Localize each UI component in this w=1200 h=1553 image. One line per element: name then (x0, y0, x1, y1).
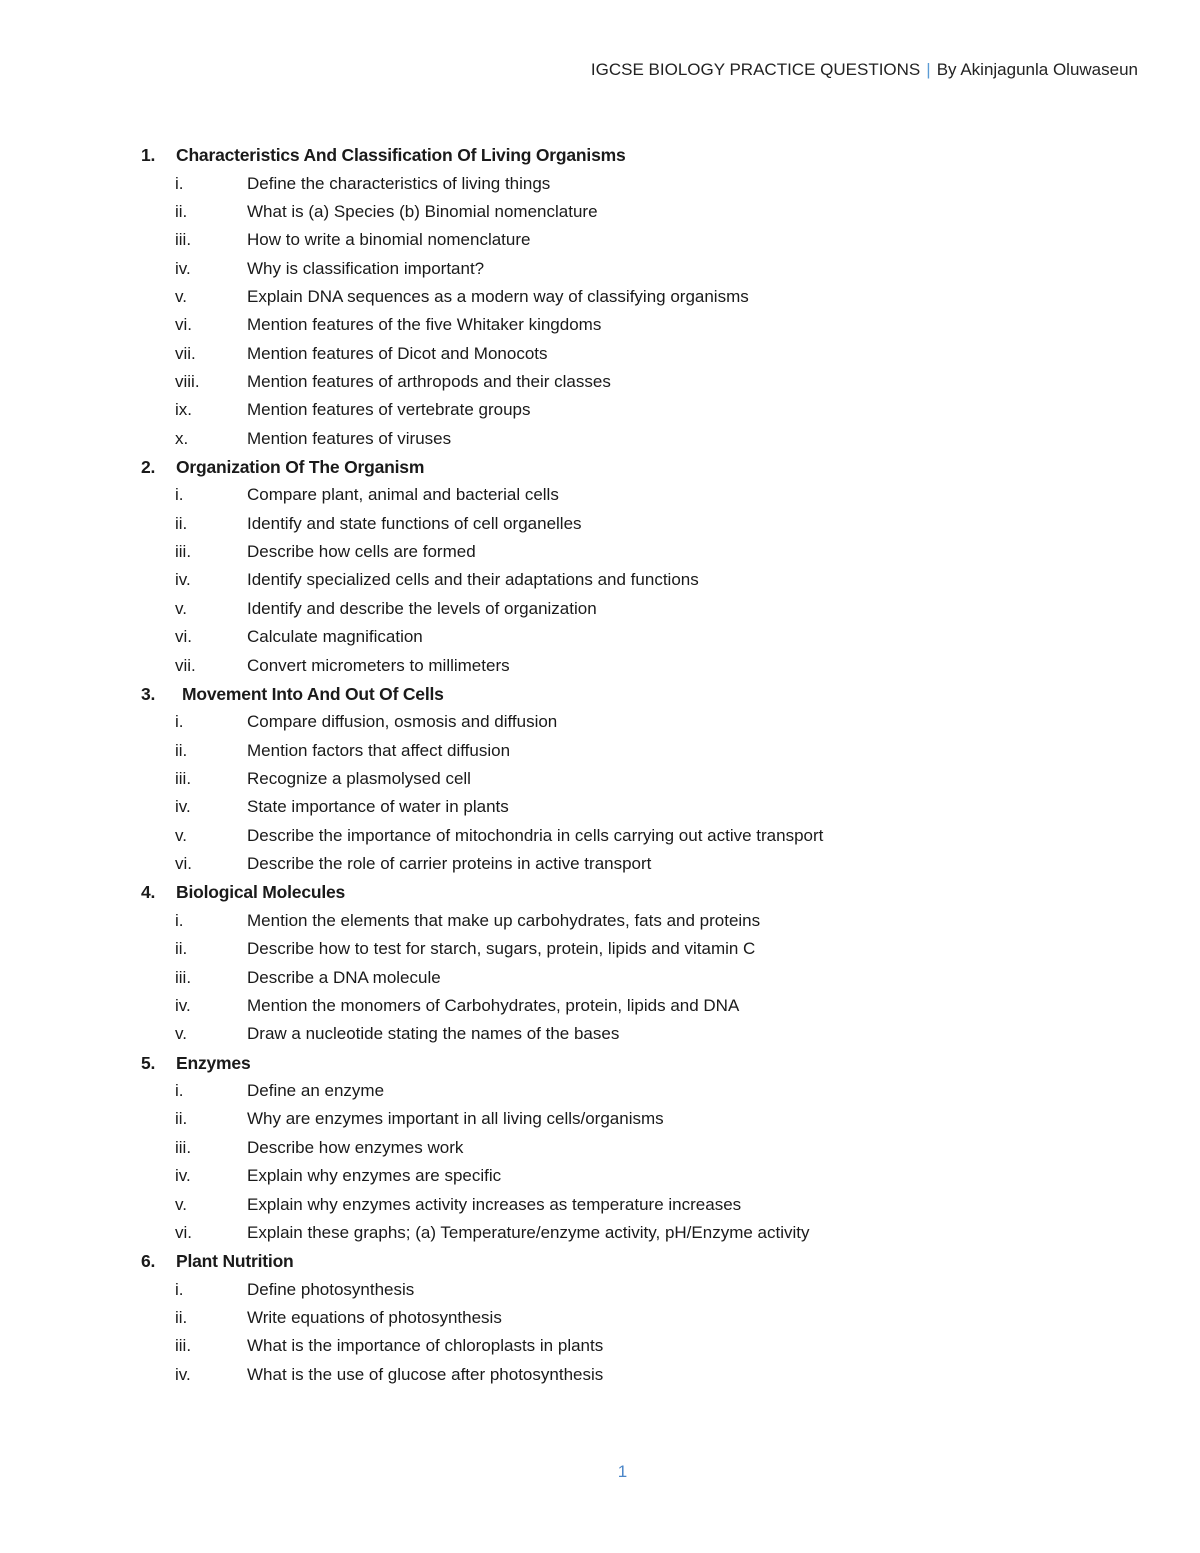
section-number: 4. (141, 882, 156, 903)
list-item (0, 510, 1200, 538)
header-author: By Akinjagunla Oluwaseun (936, 60, 1138, 79)
section-5 (0, 1049, 1200, 1248)
item-number: v. (175, 1194, 187, 1214)
item-text: Mention features of Dicot and Monocots (247, 343, 548, 363)
item-number: v. (175, 286, 187, 306)
list-item (0, 566, 1200, 594)
item-number: v. (175, 598, 187, 618)
section-number: 2. (141, 456, 156, 477)
item-text: Why are enzymes important in all living cells/organisms (247, 1109, 664, 1129)
item-number: vi. (175, 315, 192, 335)
item-number: i. (175, 712, 184, 732)
section-heading (0, 453, 1200, 482)
item-number: i. (175, 910, 184, 930)
item-number: iv. (175, 258, 191, 278)
list-item (0, 1020, 1200, 1048)
item-text: Define the characteristics of living things (247, 173, 551, 193)
item-text: Describe the importance of mitochondria in cells carrying out active transport (247, 825, 824, 845)
item-number: iii. (175, 542, 192, 562)
list-item (0, 170, 1200, 198)
list-item (0, 595, 1200, 623)
item-text: Identify specialized cells and their adaptations and functions (247, 570, 699, 590)
section-title: Characteristics And Classification Of Living Organisms (176, 145, 626, 165)
list-item (0, 964, 1200, 992)
item-text: Describe a DNA molecule (247, 967, 441, 987)
item-text: Mention features of the five Whitaker kingdoms (247, 315, 602, 335)
list-item (0, 340, 1200, 368)
item-number: vi. (175, 627, 192, 647)
item-number: vi. (175, 1222, 192, 1242)
item-number: i. (175, 1279, 184, 1299)
item-text: Explain why enzymes activity increases as temperature increases (247, 1194, 742, 1214)
list-item (0, 226, 1200, 254)
item-text: Mention factors that affect diffusion (247, 740, 511, 760)
item-text: Draw a nucleotide stating the names of the bases (247, 1024, 620, 1044)
item-text: State importance of water in plants (247, 797, 509, 817)
section-number: 6. (141, 1251, 156, 1272)
item-number: vii. (175, 343, 196, 363)
list-item (0, 737, 1200, 765)
item-text: Mention features of vertebrate groups (247, 400, 531, 420)
list-item (0, 1105, 1200, 1133)
list-item (0, 1134, 1200, 1162)
section-heading (0, 141, 1200, 170)
list-item (0, 1219, 1200, 1247)
item-text: What is (a) Species (b) Binomial nomenclature (247, 201, 598, 221)
item-text: Describe how to test for starch, sugars, protein, lipids and vitamin C (247, 939, 756, 959)
item-text: Mention features of viruses (247, 428, 452, 448)
list-item (0, 623, 1200, 651)
list-item (0, 538, 1200, 566)
item-number: ii. (175, 939, 188, 959)
item-text: What is the importance of chloroplasts in plants (247, 1336, 604, 1356)
section-1 (0, 141, 1200, 453)
list-item (0, 198, 1200, 226)
item-number: iii. (175, 230, 192, 250)
section-title: Organization Of The Organism (176, 456, 425, 477)
list-item (0, 1077, 1200, 1105)
list-item (0, 1191, 1200, 1219)
item-number: iii. (175, 769, 192, 789)
item-text: Mention the monomers of Carbohydrates, protein, lipids and DNA (247, 995, 740, 1015)
list-item (0, 708, 1200, 736)
item-text: Calculate magnification (247, 627, 423, 647)
item-text: What is the use of glucose after photosynthesis (247, 1364, 604, 1384)
item-text: Describe how enzymes work (247, 1137, 464, 1157)
item-number: iv. (175, 797, 191, 817)
item-number: vi. (175, 854, 192, 874)
list-item (0, 481, 1200, 509)
section-heading (0, 878, 1200, 907)
list-item (0, 850, 1200, 878)
item-number: iv. (175, 1166, 191, 1186)
item-text: Explain why enzymes are specific (247, 1166, 502, 1186)
list-item (0, 907, 1200, 935)
item-text: Define photosynthesis (247, 1279, 415, 1299)
item-number: iii. (175, 1336, 192, 1356)
item-text: Compare plant, animal and bacterial cells (247, 485, 559, 505)
list-item (0, 992, 1200, 1020)
item-number: ii. (175, 1308, 188, 1328)
list-item (0, 1276, 1200, 1304)
item-number: vii. (175, 655, 196, 675)
item-number: ii. (175, 1109, 188, 1129)
list-item (0, 793, 1200, 821)
item-text: Describe the role of carrier proteins in active transport (247, 854, 652, 874)
page-header (591, 60, 1138, 80)
list-item (0, 283, 1200, 311)
list-item (0, 1361, 1200, 1389)
item-number: i. (175, 173, 184, 193)
list-item (0, 368, 1200, 396)
item-text: Explain DNA sequences as a modern way of classifying organisms (247, 286, 749, 306)
header-title: IGCSE BIOLOGY PRACTICE QUESTIONS (590, 60, 921, 79)
item-text: Write equations of photosynthesis (247, 1308, 502, 1328)
item-number: iv. (175, 995, 191, 1015)
list-item (0, 765, 1200, 793)
list-item (0, 425, 1200, 453)
section-3 (0, 680, 1200, 879)
item-text: How to write a binomial nomenclature (247, 230, 531, 250)
section-number: 3. (141, 683, 156, 704)
item-number: iii. (175, 1137, 192, 1157)
item-text: Identify and state functions of cell organelles (247, 513, 582, 533)
page-number: 1 (617, 1462, 628, 1481)
item-number: i. (175, 1081, 184, 1101)
list-item (0, 1162, 1200, 1190)
section-heading (0, 680, 1200, 709)
item-number: ii. (175, 513, 188, 533)
item-number: v. (175, 1024, 187, 1044)
list-item (0, 1304, 1200, 1332)
item-text: Identify and describe the levels of organization (247, 598, 597, 618)
section-heading (0, 1049, 1200, 1078)
item-number: iv. (175, 570, 191, 590)
section-title: Movement Into And Out Of Cells (182, 683, 444, 704)
item-text: Why is classification important? (247, 258, 485, 278)
item-text: Convert micrometers to millimeters (247, 655, 510, 675)
item-number: ix. (175, 400, 192, 420)
list-item (0, 822, 1200, 850)
section-title: Plant Nutrition (176, 1251, 294, 1272)
section-title: Enzymes (176, 1052, 251, 1073)
item-number: ii. (175, 740, 188, 760)
section-2 (0, 453, 1200, 680)
item-text: Mention the elements that make up carbohydrates, fats and proteins (247, 910, 761, 930)
question-list (0, 141, 1200, 1389)
item-text: Explain these graphs; (a) Temperature/enzyme activity, pH/Enzyme activity (247, 1222, 810, 1242)
item-number: x. (175, 428, 189, 448)
list-item (0, 935, 1200, 963)
list-item (0, 255, 1200, 283)
item-text: Mention features of arthropods and their classes (247, 371, 611, 391)
section-number: 5. (141, 1052, 156, 1073)
list-item (0, 652, 1200, 680)
list-item (0, 311, 1200, 339)
item-text: Compare diffusion, osmosis and diffusion (247, 712, 558, 732)
item-text: Recognize a plasmolysed cell (247, 769, 471, 789)
section-4 (0, 878, 1200, 1048)
item-text: Describe how cells are formed (247, 542, 476, 562)
item-number: iii. (175, 967, 192, 987)
item-number: iv. (175, 1364, 191, 1384)
header-separator: | (926, 60, 931, 79)
item-number: ii. (175, 201, 188, 221)
item-number: v. (175, 825, 187, 845)
item-number: viii. (175, 371, 200, 391)
section-6 (0, 1247, 1200, 1389)
section-heading (0, 1247, 1200, 1276)
item-text: Define an enzyme (247, 1081, 385, 1101)
item-number: i. (175, 485, 184, 505)
section-title: Biological Molecules (176, 882, 346, 903)
section-number: 1. (141, 145, 156, 165)
list-item (0, 1332, 1200, 1360)
list-item (0, 396, 1200, 424)
